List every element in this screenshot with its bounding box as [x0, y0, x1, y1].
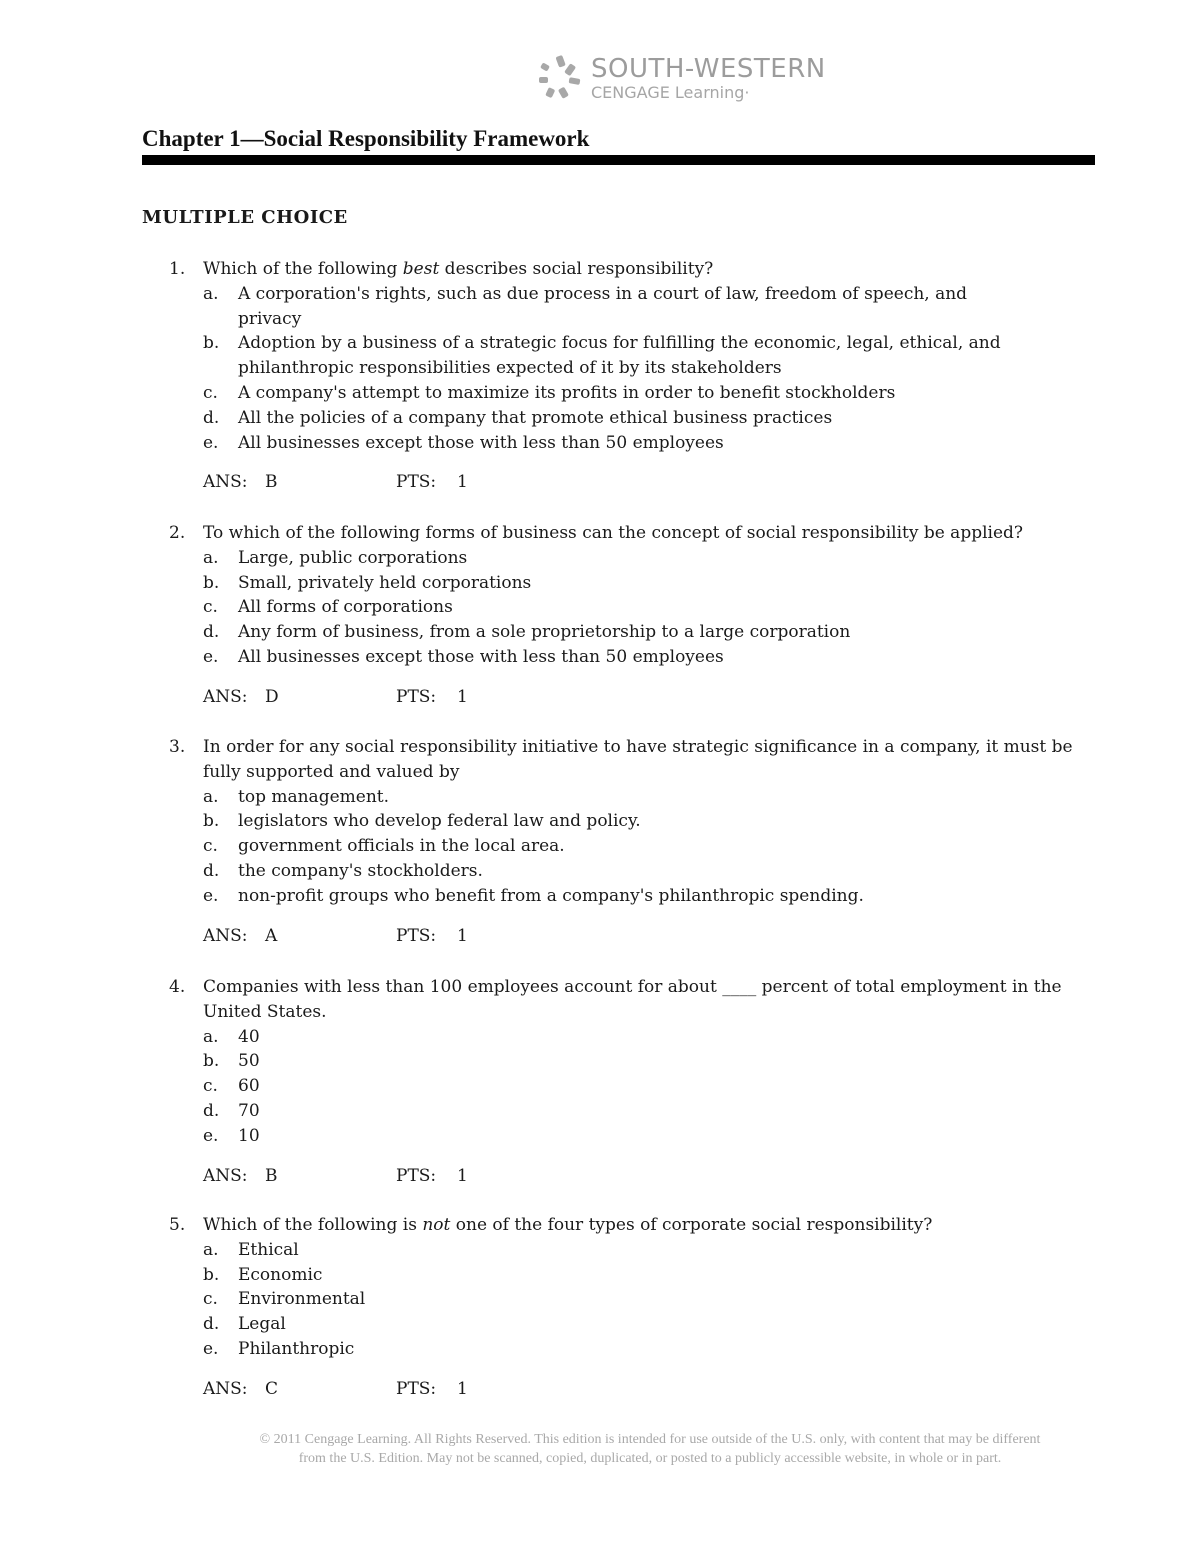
- option-text: All businesses except those with less than 50 employees: [238, 647, 724, 667]
- option-text: top management.: [238, 786, 389, 807]
- option-text: Environmental: [238, 1289, 366, 1310]
- option-letter: a.: [203, 547, 219, 568]
- option-letter: b.: [203, 811, 220, 832]
- option-letter: b.: [203, 1051, 220, 1072]
- question-number: 2.: [169, 523, 186, 543]
- option-letter: c.: [203, 1289, 218, 1310]
- answer-label: ANS:: [203, 472, 248, 493]
- option-text: legislators who develop federal law and policy.: [238, 811, 641, 832]
- question-text: Which of the following best describes social responsibility?: [203, 259, 714, 279]
- question-emphasis: best: [402, 259, 440, 279]
- points-value: 1: [457, 1378, 468, 1399]
- option-letter: a.: [203, 1026, 219, 1047]
- answer-value: B: [265, 1165, 278, 1186]
- option-letter: a.: [203, 283, 219, 304]
- option-text: Economic: [238, 1264, 323, 1285]
- question-text: To which of the following forms of business can the concept of social responsibility be applied?: [203, 523, 1024, 543]
- option-text: 50: [238, 1051, 260, 1072]
- copyright-footer: [150, 1430, 1150, 1468]
- option-text: Adoption by a business of a strategic focus for fulfilling the economic, legal, ethical, and: [238, 333, 1001, 354]
- option-letter: d.: [203, 1101, 220, 1121]
- points-value: 1: [457, 472, 468, 493]
- logo-wordmark: SOUTH-WESTERN: [591, 54, 826, 84]
- answer-label: ANS:: [203, 925, 248, 946]
- question-emphasis: not: [422, 1215, 451, 1235]
- option-text: Small, privately held corporations: [238, 572, 532, 593]
- cengage-logo-mark-icon: [533, 54, 583, 104]
- option-letter: d.: [203, 1314, 220, 1335]
- footer-line-1: © 2011 Cengage Learning. All Rights Reserved. This edition is intended for use outside of the U.S. only, with content that may be different: [259, 1432, 1041, 1447]
- points-value: 1: [457, 686, 468, 707]
- option-text: non-profit groups who benefit from a company's philanthropic spending.: [238, 885, 864, 906]
- question-text: United States.: [203, 1001, 327, 1022]
- option-letter: e.: [203, 1125, 219, 1146]
- option-text: All forms of corporations: [238, 597, 453, 618]
- answer-value: A: [265, 925, 278, 946]
- option-text: privacy: [238, 308, 302, 329]
- publisher-logo: [533, 52, 833, 108]
- option-letter: d.: [203, 861, 220, 881]
- option-letter: c.: [203, 1076, 218, 1097]
- option-letter: e.: [203, 1339, 219, 1359]
- option-text: Legal: [238, 1314, 286, 1335]
- option-letter: b.: [203, 1264, 220, 1285]
- points-label: PTS:: [396, 686, 437, 707]
- option-text: All the policies of a company that promote ethical business practices: [238, 407, 833, 428]
- answer-value: C: [265, 1378, 279, 1399]
- option-text: the company's stockholders.: [238, 861, 483, 881]
- points-label: PTS:: [396, 472, 437, 493]
- option-letter: c.: [203, 383, 218, 403]
- question-number: 1.: [169, 259, 186, 279]
- option-letter: b.: [203, 333, 220, 354]
- option-letter: e.: [203, 885, 219, 906]
- points-value: 1: [457, 1165, 468, 1186]
- answer-label: ANS:: [203, 686, 248, 707]
- option-letter: a.: [203, 1239, 219, 1260]
- option-text: Ethical: [238, 1239, 299, 1260]
- option-text: Large, public corporations: [238, 547, 468, 568]
- option-text: 40: [238, 1026, 260, 1047]
- option-text: philanthropic responsibilities expected of it by its stakeholders: [238, 358, 782, 379]
- option-letter: e.: [203, 432, 219, 453]
- title-rule: [142, 155, 1095, 165]
- question-number: 5.: [169, 1215, 186, 1235]
- logo-subwordmark: CENGAGE Learning·: [591, 83, 750, 102]
- answer-value: D: [265, 686, 279, 707]
- option-text: A corporation's rights, such as due process in a court of law, freedom of speech, and: [238, 283, 968, 304]
- answer-value: B: [265, 472, 278, 493]
- points-value: 1: [457, 925, 468, 946]
- points-label: PTS:: [396, 1378, 437, 1399]
- option-text: All businesses except those with less than 50 employees: [238, 432, 724, 453]
- chapter-title: Chapter 1—Social Responsibility Framework: [142, 126, 590, 151]
- answer-label: ANS:: [203, 1378, 248, 1399]
- option-letter: c.: [203, 597, 218, 618]
- option-text: Any form of business, from a sole proprietorship to a large corporation: [238, 622, 851, 643]
- option-letter: d.: [203, 622, 220, 643]
- question-number: 4.: [169, 977, 186, 997]
- question-text: Companies with less than 100 employees account for about ____ percent of total employment in the: [203, 977, 1062, 997]
- option-text: 70: [238, 1101, 260, 1121]
- question-text: Which of the following is not one of the four types of corporate social responsibility?: [203, 1215, 933, 1235]
- option-letter: b.: [203, 572, 220, 593]
- option-letter: d.: [203, 407, 220, 428]
- question-number: 3.: [169, 737, 186, 757]
- option-text: A company's attempt to maximize its profits in order to benefit stockholders: [238, 383, 896, 403]
- question-text: fully supported and valued by: [203, 761, 460, 782]
- option-text: 60: [238, 1076, 260, 1097]
- option-letter: c.: [203, 836, 218, 857]
- points-label: PTS:: [396, 925, 437, 946]
- option-text: government officials in the local area.: [238, 836, 565, 857]
- option-text: Philanthropic: [238, 1339, 355, 1359]
- section-heading: MULTIPLE CHOICE: [142, 207, 348, 228]
- question-text: In order for any social responsibility initiative to have strategic significance in a company, it must be: [203, 737, 1073, 757]
- answer-label: ANS:: [203, 1165, 248, 1186]
- footer-line-2: from the U.S. Edition. May not be scanned, copied, duplicated, or posted to a publicly accessible website, in whole or in part.: [298, 1451, 1002, 1466]
- option-text: 10: [238, 1125, 260, 1146]
- option-letter: a.: [203, 786, 219, 807]
- points-label: PTS:: [396, 1165, 437, 1186]
- option-letter: e.: [203, 647, 219, 667]
